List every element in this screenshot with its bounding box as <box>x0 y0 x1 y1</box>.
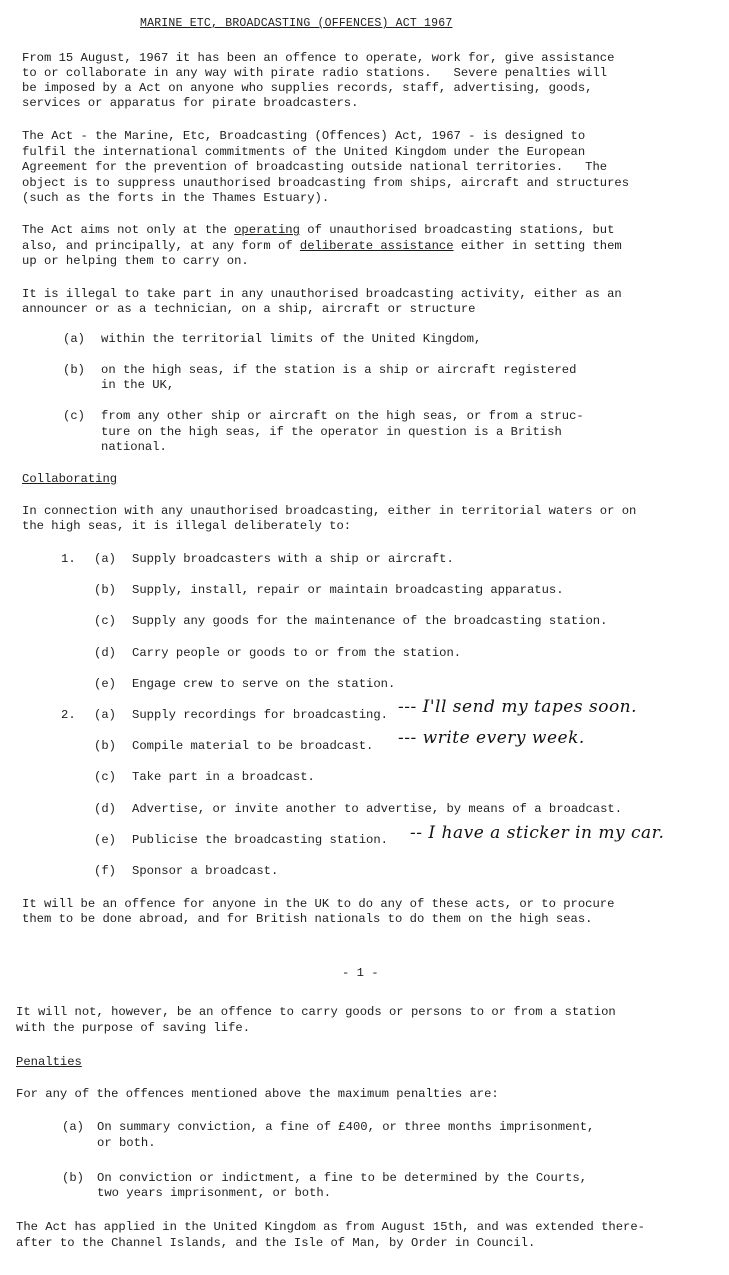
penalty-label: (b) <box>62 1171 84 1185</box>
item-text: Supply, install, repair or maintain broadcasting apparatus. <box>132 583 564 597</box>
illegal-line: announcer or as a technician, on a ship, aircraft or structure <box>22 302 476 316</box>
act-line: fulfil the international commitments of the United Kingdom under the European <box>22 145 586 159</box>
item-label: (b) <box>94 583 116 597</box>
saving-life-line: with the purpose of saving life. <box>16 1021 251 1035</box>
item-label: (d) <box>94 802 116 816</box>
handwritten-note-sticker: -- I have a sticker in my car. <box>410 823 665 843</box>
limit-text: on the high seas, if the station is a ship or aircraft registered <box>101 363 577 377</box>
item-text: Publicise the broadcasting station. <box>132 833 388 847</box>
group-number: 1. <box>61 552 76 566</box>
collab-intro-line: the high seas, it is illegal deliberately to: <box>22 519 352 533</box>
penalty-text: On conviction or indictment, a fine to be determined by the Courts, <box>97 1171 588 1185</box>
intro-line: to or collaborate in any way with pirate radio stations. Severe penalties will <box>22 66 608 80</box>
group-number: 2. <box>61 708 76 722</box>
item-text: Compile material to be broadcast. <box>132 739 374 753</box>
illegal-line: It is illegal to take part in any unauthorised broadcasting activity, either as an <box>22 287 622 301</box>
limit-label: (b) <box>63 363 85 377</box>
intro-line: be imposed by a Act on anyone who supplies records, staff, advertising, goods, <box>22 81 593 95</box>
penalty-text: On summary conviction, a fine of £400, or three months imprisonment, <box>97 1120 595 1134</box>
item-text: Supply recordings for broadcasting. <box>132 708 388 722</box>
aims-line: up or helping them to carry on. <box>22 254 249 268</box>
item-text: Sponsor a broadcast. <box>132 864 279 878</box>
offence-note-line: It will be an offence for anyone in the UK to do any of these acts, or to procure <box>22 897 615 911</box>
closing-line: The Act has applied in the United Kingdom as from August 15th, and was extended there- <box>16 1220 645 1234</box>
item-label: (e) <box>94 677 116 691</box>
limit-text: national. <box>101 440 167 454</box>
limit-label: (c) <box>63 409 85 423</box>
aims-line: The Act aims not only at the operating of unauthorised broadcasting stations, but <box>22 223 615 237</box>
closing-line: after to the Channel Islands, and the Isle of Man, by Order in Council. <box>16 1236 536 1250</box>
penalty-text: or both. <box>97 1136 156 1150</box>
act-line: (such as the forts in the Thames Estuary). <box>22 191 330 205</box>
limit-text: from any other ship or aircraft on the high seas, or from a struc- <box>101 409 584 423</box>
item-label: (c) <box>94 770 116 784</box>
page-number: - 1 - <box>342 966 379 980</box>
document-title: MARINE ETC, BROADCASTING (OFFENCES) ACT 1967 <box>140 17 453 30</box>
item-label: (a) <box>94 552 116 566</box>
offence-note-line: them to be done abroad, and for British nationals to do them on the high seas. <box>22 912 593 926</box>
item-label: (c) <box>94 614 116 628</box>
item-text: Engage crew to serve on the station. <box>132 677 396 691</box>
item-text: Take part in a broadcast. <box>132 770 315 784</box>
handwritten-note-write: --- write every week. <box>398 728 585 748</box>
section-heading-penalties: Penalties <box>16 1055 82 1069</box>
item-text: Supply any goods for the maintenance of the broadcasting station. <box>132 614 608 628</box>
limit-text: in the UK, <box>101 378 175 392</box>
limit-text: within the territorial limits of the United Kingdom, <box>101 332 482 346</box>
item-text: Supply broadcasters with a ship or aircraft. <box>132 552 454 566</box>
saving-life-line: It will not, however, be an offence to carry goods or persons to or from a station <box>16 1005 616 1019</box>
penalty-label: (a) <box>62 1120 84 1134</box>
limit-label: (a) <box>63 332 85 346</box>
penalties-intro: For any of the offences mentioned above the maximum penalties are: <box>16 1087 499 1101</box>
item-label: (d) <box>94 646 116 660</box>
collab-intro-line: In connection with any unauthorised broadcasting, either in territorial waters or on <box>22 504 637 518</box>
act-line: object is to suppress unauthorised broadcasting from ships, aircraft and structures <box>22 176 630 190</box>
item-text: Advertise, or invite another to advertise, by means of a broadcast. <box>132 802 623 816</box>
limit-text: ture on the high seas, if the operator in question is a British <box>101 425 562 439</box>
handwritten-note-tapes: --- I'll send my tapes soon. <box>398 697 638 717</box>
underline-operating: operating <box>234 223 300 237</box>
act-line: Agreement for the prevention of broadcasting outside national territories. The <box>22 160 608 174</box>
item-label: (f) <box>94 864 116 878</box>
intro-line: services or apparatus for pirate broadcasters. <box>22 96 359 110</box>
penalty-text: two years imprisonment, or both. <box>97 1186 332 1200</box>
item-label: (a) <box>94 708 116 722</box>
item-text: Carry people or goods to or from the station. <box>132 646 462 660</box>
act-line: The Act - the Marine, Etc, Broadcasting (Offences) Act, 1967 - is designed to <box>22 129 586 143</box>
item-label: (e) <box>94 833 116 847</box>
aims-line: also, and principally, at any form of deliberate assistance either in setting them <box>22 239 622 253</box>
section-heading-collaborating: Collaborating <box>22 472 118 486</box>
intro-line: From 15 August, 1967 it has been an offence to operate, work for, give assistance <box>22 51 615 65</box>
underline-deliberate-assistance: deliberate assistance <box>299 239 454 253</box>
item-label: (b) <box>94 739 116 753</box>
